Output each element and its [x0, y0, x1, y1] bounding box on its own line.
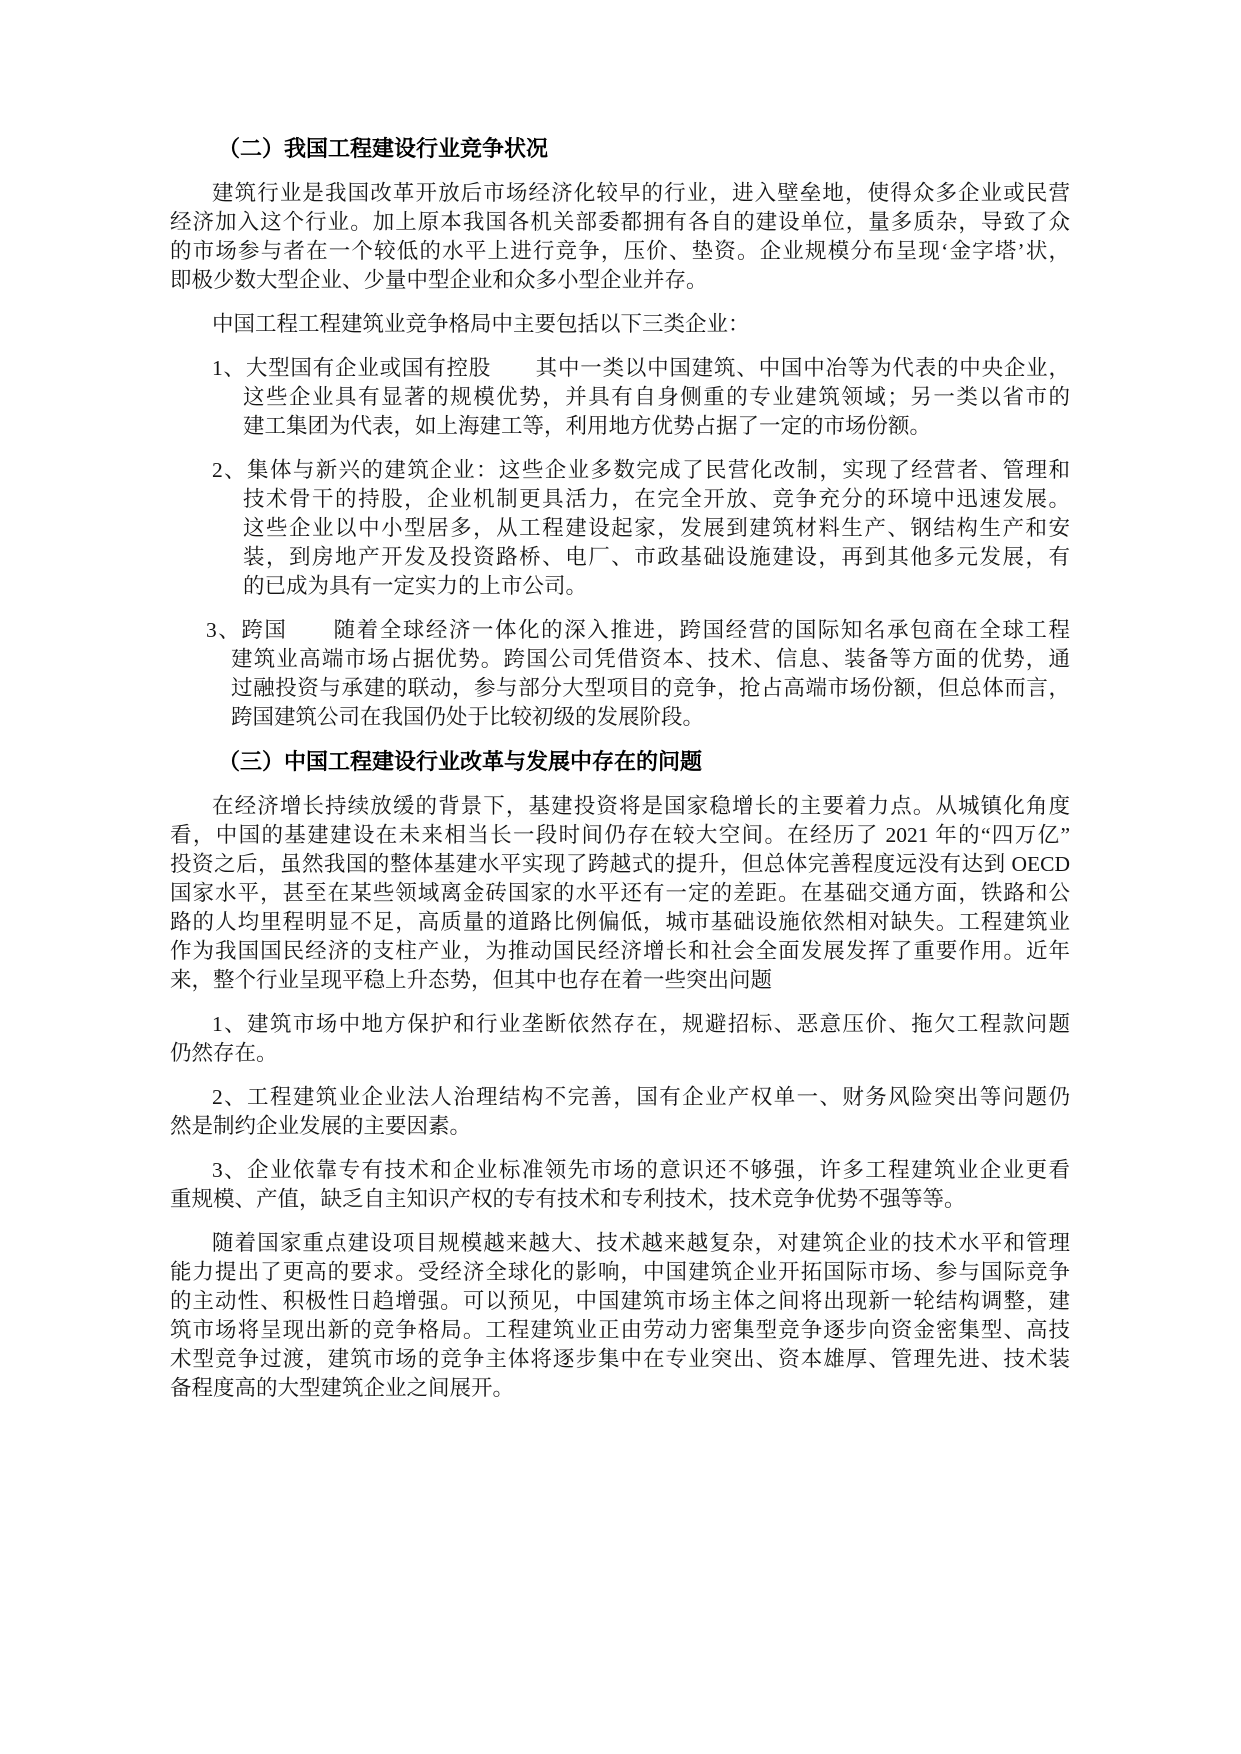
paragraph-line: 的主动性、积极性日趋增强。可以预见，中国建筑市场主体之间将出现新一轮结构调整，建 [170, 1289, 1070, 1313]
paragraph-line: 3、企业依靠专有技术和企业标准领先市场的意识还不够强，许多工程建筑业企业更看 [212, 1158, 1070, 1182]
paragraph-line: 重规模、产值，缺乏自主知识产权的专有技术和专利技术，技术竞争优势不强等等。 [170, 1187, 966, 1211]
paragraph-line: 看，中国的基建建设在未来相当长一段时间仍存在较大空间。在经历了 2021 年的“四万亿” [170, 823, 1070, 847]
paragraph-line: 在经济增长持续放缓的背景下，基建投资将是国家稳增长的主要着力点。从城镇化角度 [212, 794, 1070, 818]
list-item-line: 这些企业具有显著的规模优势，并具有自身侧重的专业建筑领域；另一类以省市的 [243, 385, 1070, 409]
list-item-text: 跨国 随着全球经济一体化的深入推进，跨国经营的国际知名承包商在全球工程 [241, 618, 1070, 642]
list-item-text: 集体与新兴的建筑企业：这些企业多数完成了民营化改制，实现了经营者、管理和 [247, 458, 1070, 482]
paragraph-line: 来，整个行业呈现平稳上升态势，但其中也存在着一些突出问题 [170, 968, 773, 992]
paragraph-line: 筑市场将呈现出新的竞争格局。工程建筑业正由劳动力密集型竞争逐步向资金密集型、高技 [170, 1318, 1070, 1342]
list-item-line: 这些企业以中小型居多，从工程建设起家，发展到建筑材料生产、钢结构生产和安 [243, 516, 1070, 540]
paragraph-line: 能力提出了更高的要求。受经济全球化的影响，中国建筑企业开拓国际市场、参与国际竞争 [170, 1260, 1070, 1284]
list-item-line: 技术骨干的持股，企业机制更具活力，在完全开放、竞争充分的环境中迅速发展。 [243, 487, 1070, 511]
problem-item [170, 1010, 1070, 1068]
paragraph-infrastructure-outlook [170, 792, 1070, 995]
paragraph-line: 国家水平，甚至在某些领域离金砖国家的水平还有一定的差距。在基础交通方面，铁路和公 [170, 881, 1070, 905]
problem-item [170, 1083, 1070, 1141]
list-item-line: 的已成为具有一定实力的上市公司。 [243, 574, 588, 598]
paragraph-line: 1、建筑市场中地方保护和行业垄断依然存在，规避招标、恶意压价、拖欠工程款问题 [212, 1012, 1070, 1036]
list-item-line: 跨国建筑公司在我国仍处于比较初级的发展阶段。 [231, 705, 705, 729]
section-reform-problems [170, 747, 1070, 1403]
list-item-line: 建筑业高端市场占据优势。跨国公司凭借资本、技术、信息、装备等方面的优势，通 [231, 647, 1070, 671]
enterprise-type-list [170, 354, 1070, 732]
paragraph-list-intro [170, 310, 1070, 339]
list-item [170, 354, 1070, 441]
paragraph-line: 建筑行业是我国改革开放后市场经济化较早的行业，进入壁垒地，使得众多企业或民营 [212, 181, 1070, 205]
paragraph-line: 随着国家重点建设项目规模越来越大、技术越来越复杂，对建筑企业的技术水平和管理 [212, 1231, 1070, 1255]
list-item-line [170, 616, 1070, 645]
paragraph-line: 作为我国国民经济的支柱产业，为推动国民经济增长和社会全面发展发挥了重要作用。近年 [170, 939, 1070, 963]
list-item-line [170, 456, 1070, 485]
paragraph-line: 备程度高的大型建筑企业之间展开。 [170, 1376, 515, 1400]
paragraph-line: 路的人均里程明显不足，高质量的道路比例偏低，城市基础设施依然相对缺失。工程建筑业 [170, 910, 1070, 934]
section-heading: （三）中国工程建设行业改革与发展中存在的问题 [218, 749, 703, 774]
list-item-number: 3、 [206, 618, 242, 642]
page-body [170, 134, 1070, 1418]
paragraph-line: 投资之后，虽然我国的整体基建水平实现了跨越式的提升，但总体完善程度远没有达到 OECD [170, 852, 1070, 876]
list-item-line: 过融投资与承建的联动，参与部分大型项目的竞争，抢占高端市场份额，但总体而言， [231, 676, 1070, 700]
paragraph-line: 即极少数大型企业、少量中型企业和众多小型企业并存。 [170, 268, 708, 292]
paragraph-line: 2、工程建筑业企业法人治理结构不完善，国有企业产权单一、财务风险突出等问题仍 [212, 1085, 1070, 1109]
paragraph-line: 的市场参与者在一个较低的水平上进行竞争，压价、垫资。企业规模分布呈现‘金字塔’状， [170, 239, 1070, 263]
list-item-line: 装，到房地产开发及投资路桥、电厂、市政基础设施建设，再到其他多元发展，有 [243, 545, 1070, 569]
list-item [170, 616, 1070, 732]
list-item-text: 大型国有企业或国有控股 其中一类以中国建筑、中国中冶等为代表的中央企业， [245, 356, 1070, 380]
paragraph-line: 经济加入这个行业。加上原本我国各机关部委都拥有各自的建设单位，量多质杂，导致了众 [170, 210, 1070, 234]
section-heading: （二）我国工程建设行业竞争状况 [218, 136, 549, 161]
paragraph-market-outlook [170, 1229, 1070, 1403]
paragraph-line: 仍然存在。 [170, 1041, 278, 1065]
paragraph-line: 中国工程工程建筑业竞争格局中主要包括以下三类企业： [212, 312, 750, 336]
section-competition-status [170, 134, 1070, 732]
list-item-line: 建工集团为代表，如上海建工等，利用地方优势占据了一定的市场份额。 [243, 414, 932, 438]
list-item [170, 456, 1070, 601]
paragraph-line: 术型竞争过渡，建筑市场的竞争主体将逐步集中在专业突出、资本雄厚、管理先进、技术装 [170, 1347, 1070, 1371]
paragraph-industry-overview [170, 179, 1070, 295]
problem-item [170, 1156, 1070, 1214]
paragraph-line: 然是制约企业发展的主要因素。 [170, 1114, 472, 1138]
list-item-line [170, 354, 1070, 383]
list-item-number: 2、 [212, 458, 248, 482]
list-item-number: 1、 [212, 356, 246, 380]
